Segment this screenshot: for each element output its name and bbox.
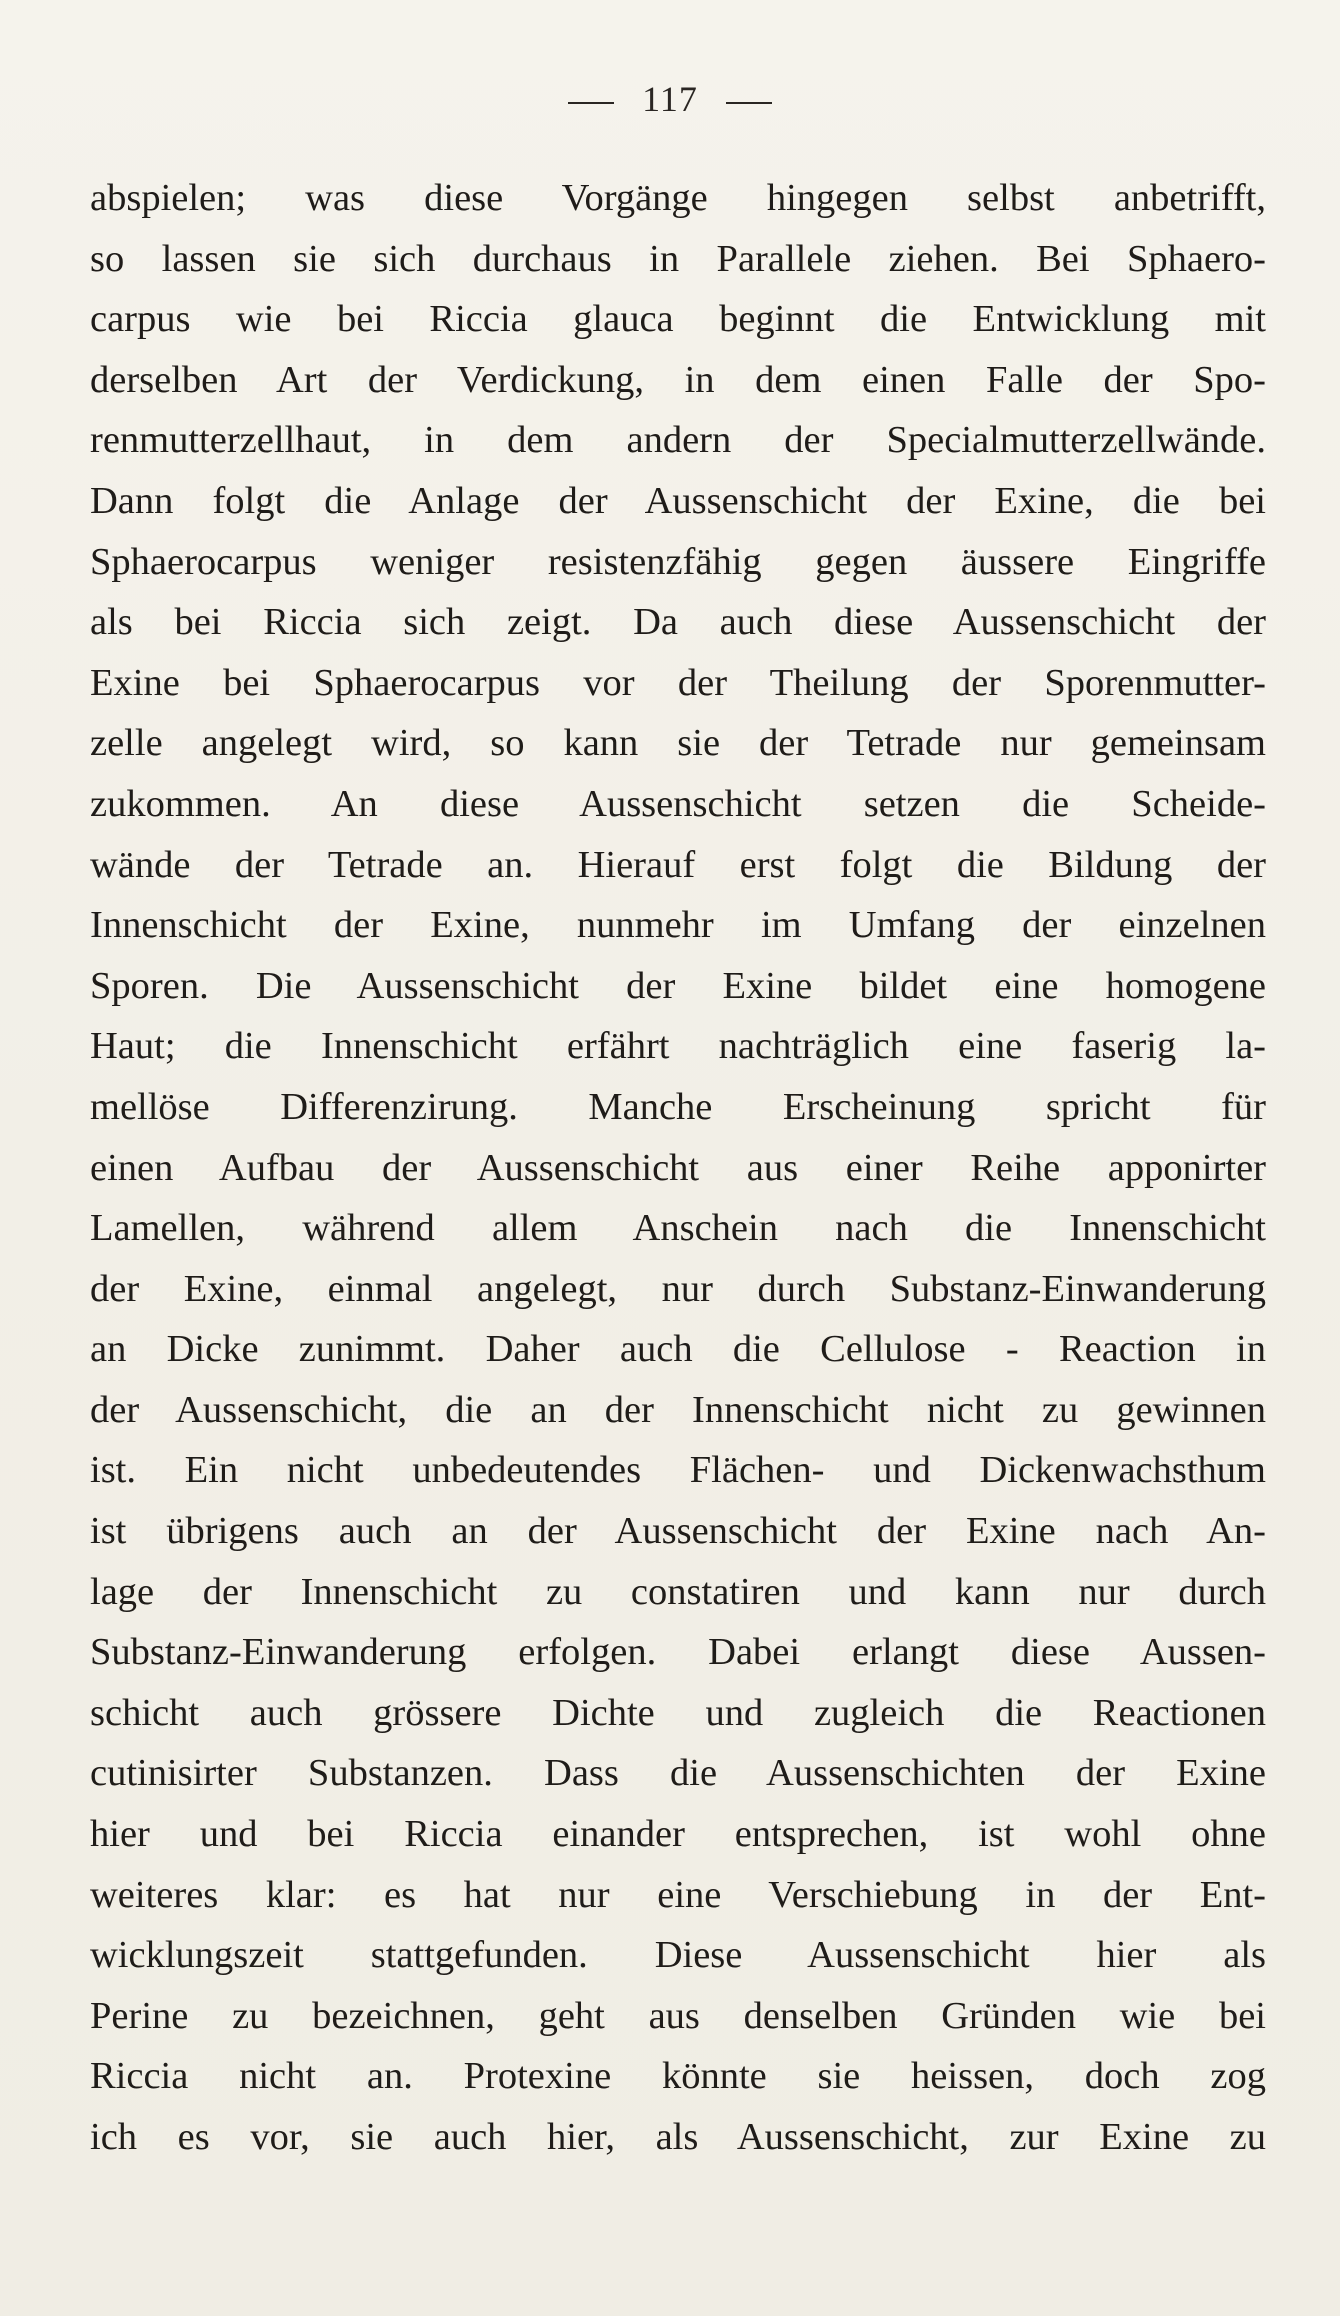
text-line: abspielen; was diese Vorgänge hingegen selbst anbetrifft, xyxy=(90,177,1266,219)
text-line: weiteres klar: es hat nur eine Verschiebung in der Ent- xyxy=(90,1873,1266,1916)
text-line: Exine bei Sphaerocarpus vor der Theilung der Sporenmutter- xyxy=(90,661,1266,704)
text-line: Sporen. Die Aussenschicht der Exine bildet eine homogene xyxy=(90,964,1266,1007)
text-line: Innenschicht der Exine, nunmehr im Umfang der einzelnen xyxy=(90,904,1266,947)
text-line: carpus wie bei Riccia glauca beginnt die Entwicklung mit xyxy=(90,298,1266,341)
text-line: ist übrigens auch an der Aussenschicht der Exine nach An- xyxy=(90,1510,1266,1553)
text-line: einen Aufbau der Aussenschicht aus einer Reihe apponirter xyxy=(90,1146,1266,1189)
text-line: der Aussenschicht, die an der Innenschicht nicht zu gewinnen xyxy=(90,1388,1266,1431)
text-line: zukommen. An diese Aussenschicht setzen die Scheide- xyxy=(90,782,1266,825)
text-line: Dann folgt die Anlage der Aussenschicht der Exine, die bei xyxy=(90,479,1266,522)
text-line: schicht auch grössere Dichte und zugleich die Reactionen xyxy=(90,1691,1266,1734)
text-line: Riccia nicht an. Protexine könnte sie heissen, doch zog xyxy=(90,2055,1266,2098)
text-line: zelle angelegt wird, so kann sie der Tetrade nur gemeinsam xyxy=(90,722,1266,765)
text-line: Lamellen, während allem Anschein nach die Innenschicht xyxy=(90,1207,1266,1250)
text-line: lage der Innenschicht zu constatiren und kann nur durch xyxy=(90,1570,1266,1613)
text-line: Perine zu bezeichnen, geht aus denselben Gründen wie bei xyxy=(90,1994,1266,2037)
text-line: wände der Tetrade an. Hierauf erst folgt die Bildung der xyxy=(90,843,1266,886)
left-dash xyxy=(568,102,614,104)
text-line: Sphaerocarpus weniger resistenzfähig gegen äussere Eingriffe xyxy=(90,540,1266,583)
text-line: Substanz-Einwanderung erfolgen. Dabei erlangt diese Aussen- xyxy=(90,1631,1266,1674)
text-line: mellöse Differenzirung. Manche Erscheinung spricht für xyxy=(90,1085,1266,1128)
text-line: wicklungszeit stattgefunden. Diese Aussenschicht hier als xyxy=(90,1934,1266,1977)
text-line: renmutterzellhaut, in dem andern der Specialmutterzellwände. xyxy=(90,419,1266,462)
page-number-header xyxy=(0,78,1340,120)
text-line: ist. Ein nicht unbedeutendes Flächen- und Dickenwachsthum xyxy=(90,1449,1266,1492)
text-line: Haut; die Innenschicht erfährt nachträglich eine faserig la- xyxy=(90,1025,1266,1068)
text-line: als bei Riccia sich zeigt. Da auch diese Aussenschicht der xyxy=(90,601,1266,644)
body-text xyxy=(90,168,1266,2168)
text-line: der Exine, einmal angelegt, nur durch Substanz-Einwanderung xyxy=(90,1267,1266,1310)
text-line: cutinisirter Substanzen. Dass die Aussenschichten der Exine xyxy=(90,1752,1266,1795)
text-line: so lassen sie sich durchaus in Parallele ziehen. Bei Sphaero- xyxy=(90,237,1266,280)
text-line: hier und bei Riccia einander entsprechen, ist wohl ohne xyxy=(90,1813,1266,1856)
right-dash xyxy=(726,102,772,104)
text-line: ich es vor, sie auch hier, als Aussenschicht, zur Exine zu xyxy=(90,2116,1266,2158)
page-number: 117 xyxy=(642,79,698,119)
text-line: derselben Art der Verdickung, in dem einen Falle der Spo- xyxy=(90,358,1266,401)
text-line: an Dicke zunimmt. Daher auch die Cellulose - Reaction in xyxy=(90,1328,1266,1371)
